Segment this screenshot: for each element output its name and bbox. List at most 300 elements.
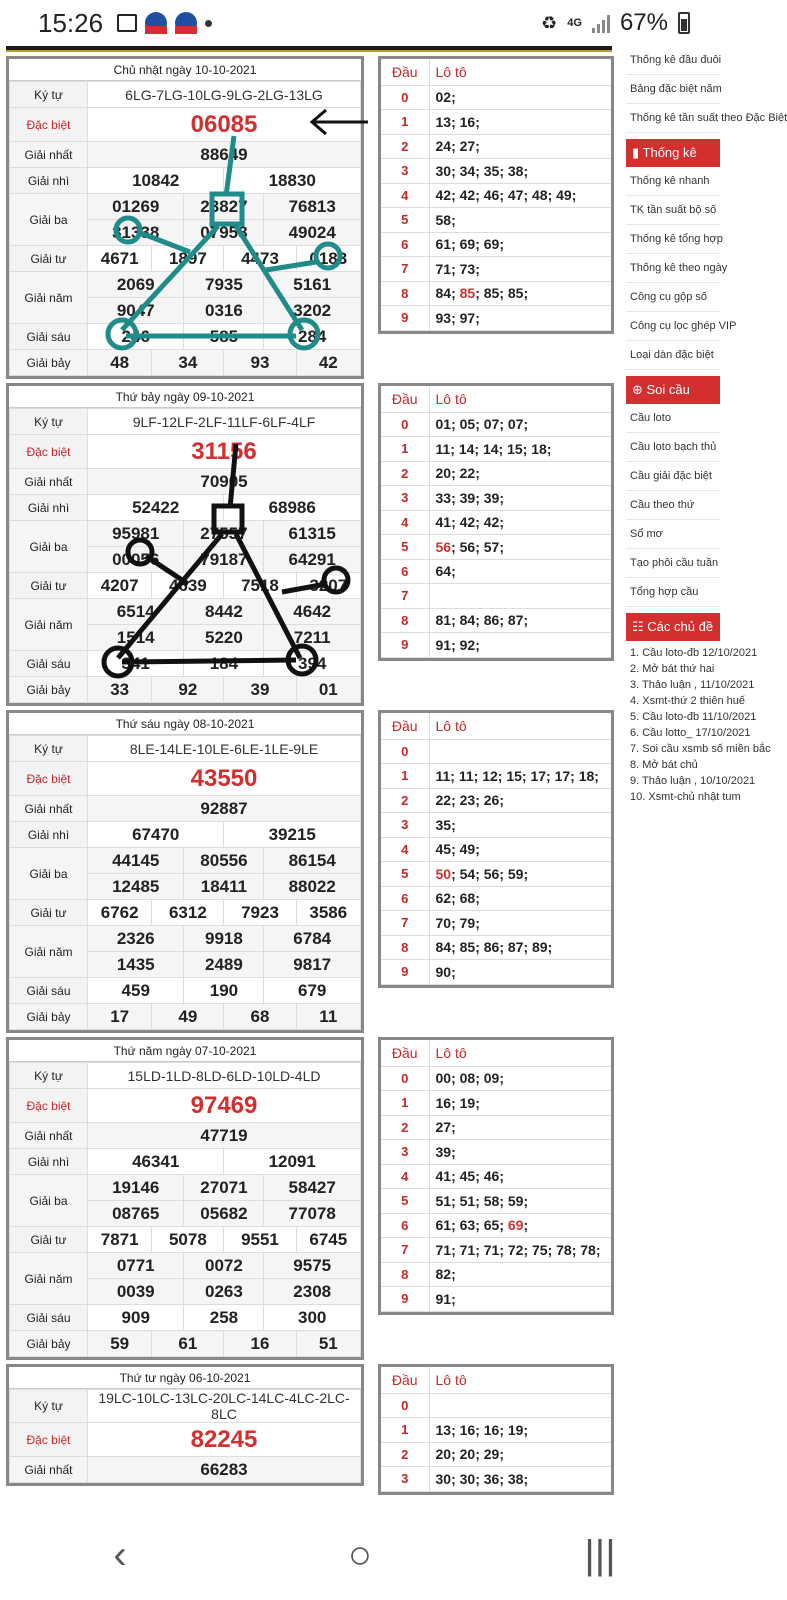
loto-values: 39; [429,1140,611,1165]
back-button[interactable]: ‹ [113,1532,127,1577]
topic-link[interactable]: 8. Mở bát chủ [630,759,698,771]
draw-code: 8LE-14LE-10LE-6LE-1LE-9LE [88,736,361,762]
sidebar-header-stats: ▮ Thống kê [626,139,720,167]
fourth-prize: 6312 [152,900,224,926]
loto-head-digit: 3 [381,1140,429,1165]
loto-values: 27; [429,1115,611,1140]
sidebar-item[interactable]: Thống kê đầu đuôi [626,46,720,75]
loto-head-digit: 6 [381,232,429,257]
loto-row [381,183,611,208]
loto-values: 84; 85; 86; 87; 89; [429,935,611,960]
label-giai-ba: Giải ba [10,521,88,573]
seventh-prize: 48 [88,350,152,376]
loto-row [381,584,611,609]
loto-row [381,535,611,560]
loto-values: 30; 34; 35; 38; [429,159,611,184]
second-prize: 52422 [88,495,224,521]
label-giai-nam: Giải năm [10,1253,88,1305]
result-table [6,383,364,706]
sidebar-item[interactable]: Loại dàn đặc biệt [626,341,720,370]
loto-head-digit: 0 [381,1393,429,1418]
special-prize: 43550 [88,762,361,796]
loto-row [381,960,611,985]
loto-head-digit: 5 [381,535,429,560]
loto-values: 56; 56; 57; [429,535,611,560]
third-prize: 00056 [88,547,184,573]
sixth-prize: 190 [184,978,264,1004]
loto-row [381,608,611,633]
fifth-prize: 0072 [184,1253,264,1279]
loto-values: 50; 54; 56; 59; [429,862,611,887]
loto-row [381,281,611,306]
third-prize: 58427 [264,1175,361,1201]
loto-head-digit: 1 [381,1418,429,1443]
loto-row [381,935,611,960]
loto-row [381,1164,611,1189]
loto-header-loto: Lô tô [429,1040,611,1066]
loto-row [381,739,611,764]
loto-values: 22; 23; 26; [429,788,611,813]
special-prize: 06085 [88,108,361,142]
third-prize: 27557 [184,521,264,547]
fifth-prize: 9918 [184,926,264,952]
loto-row [381,1238,611,1263]
loto-head-digit: 8 [381,1262,429,1287]
loto-head-digit: 4 [381,837,429,862]
loto-head-digit: 9 [381,306,429,331]
loto-values: 45; 49; [429,837,611,862]
second-prize: 39215 [224,822,361,848]
fourth-prize: 4473 [224,246,296,272]
loto-head-digit: 3 [381,813,429,838]
loto-row [381,257,611,282]
result-table [6,56,364,379]
label-giai-nhat: Giải nhất [10,1457,88,1483]
loto-table [378,56,614,334]
fifth-prize: 2069 [88,272,184,298]
fourth-prize: 6745 [296,1227,360,1253]
loto-head-digit: 7 [381,584,429,609]
sidebar [626,46,787,1510]
loto-values: 82; [429,1262,611,1287]
recycle-icon: ♻ [541,12,558,33]
loto-header-loto: Lô tô [429,1367,611,1393]
second-prize: 68986 [224,495,361,521]
loto-values [429,1393,611,1418]
label-giai-nhi: Giải nhì [10,1149,88,1175]
first-prize: 70905 [88,469,361,495]
label-ky-tu: Ký tự [10,1063,88,1089]
label-giai-sau: Giải sáu [10,1305,88,1331]
loto-values: 61; 63; 65; 69; [429,1213,611,1238]
fifth-prize: 1514 [88,625,184,651]
draw-date: Thứ bảy ngày 09-10-2021 [9,386,361,408]
fourth-prize: 6762 [88,900,152,926]
loto-row [381,559,611,584]
loto-row [381,1066,611,1091]
loto-table [378,1037,614,1315]
loto-head-digit: 1 [381,1091,429,1116]
loto-values: 16; 19; [429,1091,611,1116]
loto-head-digit: 2 [381,1442,429,1467]
sidebar-header-topics: ☷ Các chủ đề [626,613,720,641]
second-prize: 46341 [88,1149,224,1175]
label-giai-bay: Giải bảy [10,350,88,376]
fifth-prize: 0316 [184,298,264,324]
loto-values: 02; [429,85,611,110]
seventh-prize: 33 [88,677,152,703]
third-prize: 18411 [184,874,264,900]
label-ky-tu: Ký tự [10,1390,88,1423]
loto-row [381,159,611,184]
loto-head-digit: 7 [381,911,429,936]
label-giai-sau: Giải sáu [10,651,88,677]
label-giai-sau: Giải sáu [10,324,88,350]
loto-head-digit: 0 [381,1066,429,1091]
label-giai-ba: Giải ba [10,848,88,900]
second-prize: 10842 [88,168,224,194]
sidebar-item[interactable]: Thống kê tổng hợp [626,225,720,254]
first-prize: 88649 [88,142,361,168]
seventh-prize: 92 [152,677,224,703]
android-nav-bar [0,1510,720,1600]
topic-link[interactable]: 6. Cầu lotto_ 17/10/2021 [630,727,751,739]
loto-head-digit: 5 [381,1189,429,1214]
topic-link[interactable]: 10. Xsmt-chủ nhật tum [630,791,741,803]
fourth-prize: 3207 [296,573,360,599]
seventh-prize: 17 [88,1004,152,1030]
battery-icon [678,12,690,34]
loto-values: 91; 92; [429,633,611,658]
fifth-prize: 2489 [184,952,264,978]
result-table [6,710,364,1033]
result-table [6,1364,364,1486]
loto-row [381,911,611,936]
label-giai-tu: Giải tư [10,1227,88,1253]
fourth-prize: 0183 [296,246,360,272]
third-prize: 64291 [264,547,361,573]
loto-row [381,437,611,462]
gallery-icon [117,14,137,32]
loto-header-loto: Lô tô [429,59,611,85]
loto-head-digit: 5 [381,862,429,887]
loto-row [381,1393,611,1418]
loto-row [381,85,611,110]
loto-values: 00; 08; 09; [429,1066,611,1091]
third-prize: 08765 [88,1201,184,1227]
fourth-prize: 7518 [224,573,296,599]
sidebar-item[interactable]: Thống kê nhanh [626,167,720,196]
sidebar-item[interactable]: Bảng đặc biệt năm [626,75,720,104]
fourth-prize: 9551 [224,1227,296,1253]
fourth-prize: 3586 [296,900,360,926]
loto-values: 71; 73; [429,257,611,282]
loto-values: 20; 22; [429,461,611,486]
third-prize: 88022 [264,874,361,900]
third-prize: 12485 [88,874,184,900]
page-content[interactable] [0,46,787,1510]
loto-values: 13; 16; 16; 19; [429,1418,611,1443]
loto-header-dau: Đầu [381,59,429,85]
label-giai-bay: Giải bảy [10,677,88,703]
sixth-prize: 585 [184,324,264,350]
fifth-prize: 2308 [264,1279,361,1305]
loto-values: 51; 51; 58; 59; [429,1189,611,1214]
sidebar-item[interactable]: Sổ mơ [626,520,720,549]
result-table [6,1037,364,1360]
draw-date: Thứ tư ngày 06-10-2021 [9,1367,361,1389]
topic-link[interactable]: 9. Thảo luận , 10/10/2021 [630,775,756,787]
third-prize: 79187 [184,547,264,573]
sixth-prize: 300 [264,1305,361,1331]
label-giai-tu: Giải tư [10,900,88,926]
loto-values: 13; 16; [429,110,611,135]
loto-values: 11; 11; 12; 15; 17; 17; 18; [429,764,611,789]
topic-link[interactable]: 4. Xsmt-thứ 2 thiên huế [630,695,745,707]
fifth-prize: 6784 [264,926,361,952]
loto-values: 90; [429,960,611,985]
fourth-prize: 7923 [224,900,296,926]
fifth-prize: 5161 [264,272,361,298]
loto-values: 42; 42; 46; 47; 48; 49; [429,183,611,208]
loto-row [381,813,611,838]
loto-head-digit: 3 [381,1467,429,1492]
third-prize: 77078 [264,1201,361,1227]
first-prize: 47719 [88,1123,361,1149]
topic-link[interactable]: 5. Cầu loto-đb 11/10/2021 [630,711,757,723]
loto-head-digit: 9 [381,960,429,985]
fifth-prize: 9817 [264,952,361,978]
sixth-prize: 246 [88,324,184,350]
loto-head-digit: 0 [381,85,429,110]
fifth-prize: 2326 [88,926,184,952]
loto-row [381,510,611,535]
seventh-prize: 34 [152,350,224,376]
home-button[interactable]: ○ [347,1532,373,1577]
second-prize: 18830 [224,168,361,194]
draw-code: 15LD-1LD-8LD-6LD-10LD-4LD [88,1063,361,1089]
topic-link[interactable]: 2. Mở bát thứ hai [630,663,715,675]
label-giai-nhat: Giải nhất [10,796,88,822]
loto-head-digit: 1 [381,764,429,789]
label-dac-biet: Đặc biệt [10,762,88,796]
loto-row [381,486,611,511]
loto-row [381,1115,611,1140]
loto-values: 41; 45; 46; [429,1164,611,1189]
sidebar-item[interactable]: Cầu theo thứ [626,491,720,520]
loto-table [378,710,614,988]
loto-values: 91; [429,1287,611,1312]
loto-row [381,461,611,486]
loto-values [429,584,611,609]
special-prize: 31156 [88,435,361,469]
fourth-prize: 4207 [88,573,152,599]
fifth-prize: 5220 [184,625,264,651]
loto-head-digit: 2 [381,1115,429,1140]
fourth-prize: 7871 [88,1227,152,1253]
sixth-prize: 341 [88,651,184,677]
sixth-prize: 909 [88,1305,184,1331]
draw-code: 6LG-7LG-10LG-9LG-2LG-13LG [88,82,361,108]
battery-percent: 67% [619,9,668,36]
fifth-prize: 6514 [88,599,184,625]
loto-row [381,412,611,437]
loto-header-dau: Đầu [381,386,429,412]
seventh-prize: 68 [224,1004,296,1030]
loto-row [381,306,611,331]
loto-row [381,1140,611,1165]
label-giai-nhi: Giải nhì [10,495,88,521]
sidebar-item[interactable]: Cầu loto [626,404,720,433]
loto-row [381,764,611,789]
loto-row [381,1442,611,1467]
special-prize: 97469 [88,1089,361,1123]
sixth-prize: 459 [88,978,184,1004]
seventh-prize: 16 [224,1331,296,1357]
third-prize: 61315 [264,521,361,547]
label-giai-ba: Giải ba [10,1175,88,1227]
topic-link[interactable]: 1. Cầu loto-đb 12/10/2021 [630,647,758,659]
third-prize: 86154 [264,848,361,874]
loto-row [381,208,611,233]
loto-header-loto: Lô tô [429,386,611,412]
fifth-prize: 1435 [88,952,184,978]
loto-head-digit: 8 [381,608,429,633]
loto-row [381,788,611,813]
seventh-prize: 39 [224,677,296,703]
loto-values: 11; 14; 14; 15; 18; [429,437,611,462]
loto-head-digit: 3 [381,159,429,184]
draw-date: Chủ nhật ngày 10-10-2021 [9,59,361,81]
sidebar-item[interactable]: Thống kê tần suất theo Đặc Biệt [626,104,720,133]
loto-head-digit: 2 [381,461,429,486]
seventh-prize: 11 [296,1004,360,1030]
draw-code: 19LC-10LC-13LC-20LC-14LC-4LC-2LC-8LC [88,1390,361,1423]
fifth-prize: 0039 [88,1279,184,1305]
topic-link[interactable]: 3. Thảo luận , 11/10/2021 [630,679,755,691]
loto-head-digit: 2 [381,788,429,813]
topic-link[interactable]: 7. Soi cầu xsmb số miền bắc [630,743,771,755]
label-giai-tu: Giải tư [10,246,88,272]
loto-head-digit: 5 [381,208,429,233]
sidebar-item[interactable]: Công cụ lọc ghép VIP [626,312,720,341]
third-prize: 01269 [88,194,184,220]
loto-head-digit: 6 [381,559,429,584]
loto-head-digit: 4 [381,510,429,535]
fifth-prize: 7211 [264,625,361,651]
label-dac-biet: Đặc biệt [10,435,88,469]
seventh-prize: 59 [88,1331,152,1357]
draw-code: 9LF-12LF-2LF-11LF-6LF-4LF [88,409,361,435]
fifth-prize: 8442 [184,599,264,625]
seventh-prize: 49 [152,1004,224,1030]
loto-head-digit: 4 [381,183,429,208]
label-dac-biet: Đặc biệt [10,1423,88,1457]
app-notification-icon-2 [175,12,197,34]
loto-row [381,1091,611,1116]
recent-apps-button[interactable]: ||| [584,1532,616,1577]
sidebar-item[interactable]: Tạo phôi cầu tuần [626,549,720,578]
loto-head-digit: 9 [381,1287,429,1312]
loto-values: 24; 27; [429,134,611,159]
sidebar-header-soicau: ⊕ Soi cầu [626,376,720,404]
seventh-prize: 51 [296,1331,360,1357]
third-prize: 49024 [264,220,361,246]
more-notifications-icon [205,20,212,27]
loto-row [381,1189,611,1214]
fourth-prize: 4639 [152,573,224,599]
label-giai-nhat: Giải nhất [10,142,88,168]
top-banner [6,46,612,52]
label-giai-bay: Giải bảy [10,1331,88,1357]
third-prize: 07958 [184,220,264,246]
loto-row [381,110,611,135]
label-giai-tu: Giải tư [10,573,88,599]
third-prize: 23827 [184,194,264,220]
sidebar-item[interactable]: Tổng hợp cầu [626,578,720,607]
sidebar-item[interactable]: Thống kê theo ngày [626,254,720,283]
label-ky-tu: Ký tự [10,736,88,762]
fifth-prize: 9047 [88,298,184,324]
label-giai-nam: Giải năm [10,599,88,651]
second-prize: 67470 [88,822,224,848]
loto-values: 84; 85; 85; 85; [429,281,611,306]
loto-header-dau: Đầu [381,713,429,739]
sidebar-item[interactable]: Công cụ gộp số [626,283,720,312]
fifth-prize: 7935 [184,272,264,298]
loto-values: 20; 20; 29; [429,1442,611,1467]
third-prize: 80556 [184,848,264,874]
loto-values: 64; [429,559,611,584]
label-giai-nam: Giải năm [10,926,88,978]
loto-head-digit: 0 [381,739,429,764]
seventh-prize: 93 [224,350,296,376]
loto-values: 35; [429,813,611,838]
loto-values: 81; 84; 86; 87; [429,608,611,633]
label-giai-sau: Giải sáu [10,978,88,1004]
label-giai-ba: Giải ba [10,194,88,246]
loto-head-digit: 3 [381,486,429,511]
loto-row [381,1262,611,1287]
loto-head-digit: 1 [381,110,429,135]
fourth-prize: 4671 [88,246,152,272]
loto-head-digit: 4 [381,1164,429,1189]
fifth-prize: 0771 [88,1253,184,1279]
draw-date: Thứ năm ngày 07-10-2021 [9,1040,361,1062]
loto-values: 62; 68; [429,886,611,911]
sixth-prize: 258 [184,1305,264,1331]
draw-date: Thứ sáu ngày 08-10-2021 [9,713,361,735]
loto-table [378,383,614,661]
fourth-prize: 1897 [152,246,224,272]
sidebar-item[interactable]: Cầu loto bạch thủ [626,433,720,462]
loto-row [381,1287,611,1312]
seventh-prize: 42 [296,350,360,376]
sidebar-item[interactable]: TK tần suất bộ số [626,196,720,225]
seventh-prize: 61 [152,1331,224,1357]
loto-header-dau: Đầu [381,1367,429,1393]
fifth-prize: 9575 [264,1253,361,1279]
third-prize: 76813 [264,194,361,220]
fifth-prize: 0263 [184,1279,264,1305]
label-ky-tu: Ký tự [10,409,88,435]
loto-values: 61; 69; 69; [429,232,611,257]
sidebar-item[interactable]: Cầu giải đặc biệt [626,462,720,491]
loto-head-digit: 7 [381,1238,429,1263]
sixth-prize: 184 [184,651,264,677]
loto-row [381,837,611,862]
loto-row [381,1418,611,1443]
